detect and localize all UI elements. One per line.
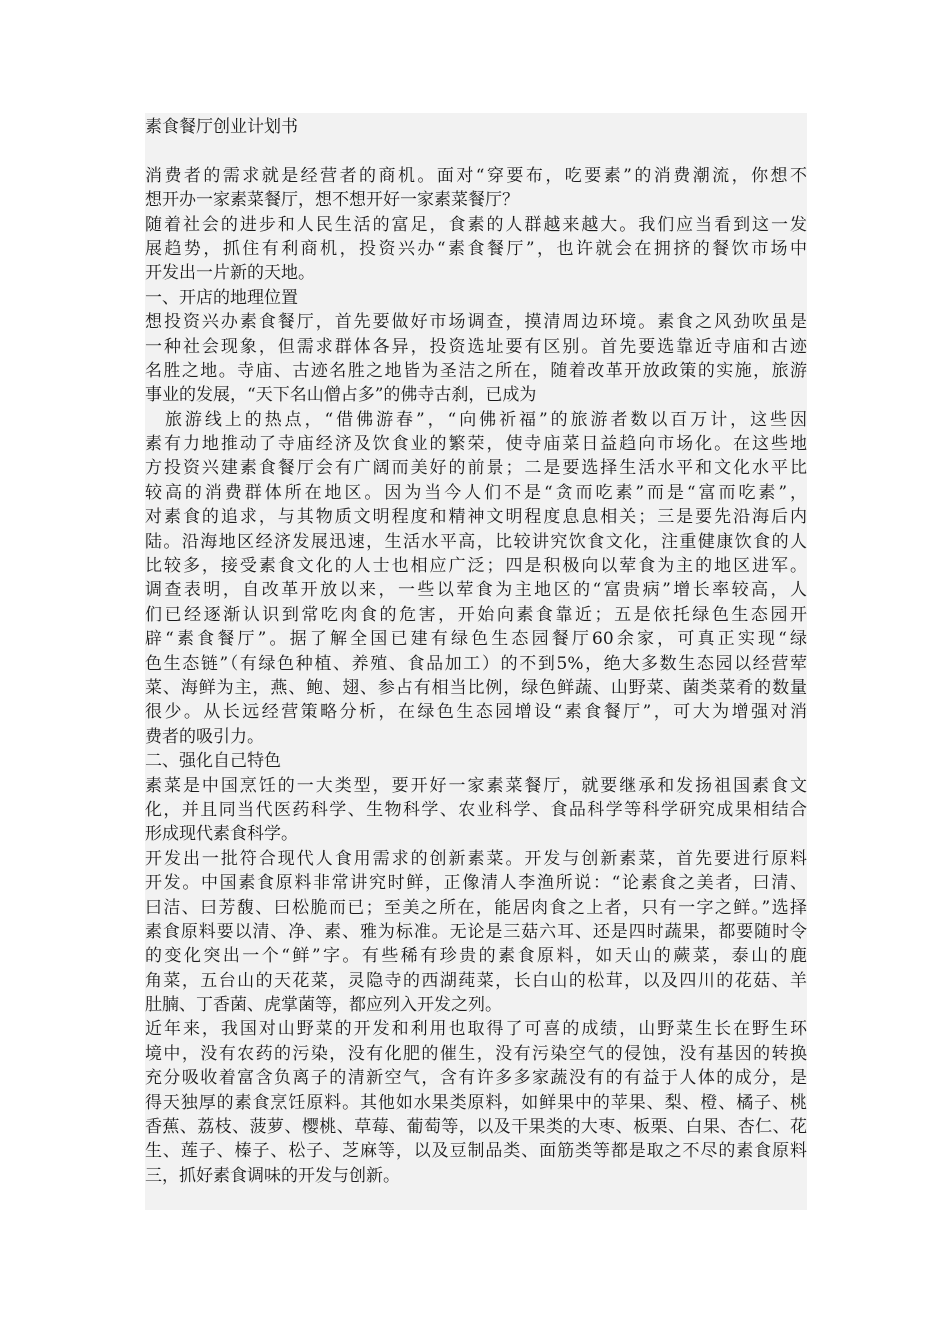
- text-line: 菜、海鲜为主，燕、鲍、翅、参占有相当比例，绿色鲜蔬、山野菜、菌类菜肴的数量: [145, 677, 807, 698]
- text-line: 开发出一片新的天地。: [145, 263, 315, 284]
- text-line: 旅游线上的热点，“借佛游春”，“向佛祈福”的旅游者数以百万计，这些因: [145, 409, 807, 430]
- text-line: 生、莲子、榛子、松子、芝麻等，以及豆制品类、面筋类等都是取之不尽的素食原料: [145, 1141, 807, 1162]
- text-line: 较高的消费群体所在地区。因为当今人们不是“贪而吃素”而是“富而吃素”，: [145, 482, 807, 503]
- text-line: 素有力地推动了寺庙经济及饮食业的繁荣，使寺庙菜日益趋向市场化。在这些地: [145, 434, 807, 455]
- text-line: 调查表明，自改革开放以来，一些以荤食为主地区的“富贵病”增长率较高，人: [145, 580, 807, 601]
- text-line: 素菜是中国烹饪的一大类型，要开好一家素菜餐厅，就要继承和发扬祖国素食文: [145, 775, 807, 796]
- text-line: 开发出一批符合现代人食用需求的创新素菜。开发与创新素菜，首先要进行原料: [145, 848, 807, 869]
- text-line: 想开办一家素菜餐厅，想不想开好一家素菜餐厅？: [145, 190, 519, 211]
- text-line: 名胜之地。寺庙、古迹名胜之地皆为圣洁之所在，随着改革开放政策的实施，旅游: [145, 360, 807, 381]
- text-line: 开发。中国素食原料非常讲究时鲜，正像清人李渔所说：“论素食之美者，曰清、: [145, 873, 807, 894]
- text-line: 费者的吸引力。: [145, 726, 264, 747]
- text-line: 一、开店的地理位置: [145, 287, 298, 308]
- text-line: 方投资兴建素食餐厅会有广阔而美好的前景；二是要选择生活水平和文化水平比: [145, 458, 807, 479]
- text-line: 对素食的追求，与其物质文明程度和精神文明程度息息相关；三是要先沿海后内: [145, 507, 807, 528]
- text-line: 素食原料要以清、净、素、雅为标准。无论是三菇六耳、还是四时蔬果，都要随时令: [145, 921, 807, 942]
- text-line: 角菜，五台山的天花菜，灵隐寺的西湖莼菜，长白山的松茸，以及四川的花菇、羊: [145, 970, 807, 991]
- text-line: [145, 139, 807, 163]
- document-body: [145, 113, 807, 1210]
- text-line: 的变化突出一个“鲜”字。有些稀有珍贵的素食原料，如天山的蕨菜，泰山的鹿: [145, 946, 807, 967]
- text-line: 想投资兴办素食餐厅，首先要做好市场调查，摸清周边环境。素食之风劲吹虽是: [145, 312, 807, 333]
- text-line: 陆。沿海地区经济发展迅速，生活水平高，比较讲究饮食文化，注重健康饮食的人: [145, 531, 807, 552]
- document-title: 素食餐厅创业计划书: [145, 117, 298, 137]
- text-line: 辟“素食餐厅”。据了解全国已建有绿色生态园餐厅60余家，可真正实现“绿: [145, 629, 807, 650]
- text-line: 充分吸收着富含负离子的清新空气，含有许多多家蔬没有的有益于人体的成分，是: [145, 1068, 807, 1089]
- text-line: 得天独厚的素食烹饪原料。其他如水果类原料，如鲜果中的苹果、梨、橙、橘子、桃: [145, 1092, 807, 1113]
- text-line: 随着社会的进步和人民生活的富足，食素的人群越来越大。我们应当看到这一发: [145, 214, 807, 235]
- text-line: 比较多，接受素食文化的人士也相应广泛；四是积极向以荤食为主的地区进军。: [145, 556, 807, 577]
- text-line: 们已经逐渐认识到常吃肉食的危害，开始向素食靠近；五是依托绿色生态园开: [145, 604, 807, 625]
- text-line: 肚腩、丁香菌、虎掌菌等，都应列入开发之列。: [145, 995, 502, 1016]
- text-line: 很少。从长远经营策略分析，在绿色生态园增设“素食餐厅”，可大为增强对消: [145, 702, 807, 723]
- text-line: 化，并且同当代医药科学、生物科学、农业科学、食品科学等科学研究成果相结合: [145, 799, 807, 820]
- text-line: 香蕉、荔枝、菠萝、樱桃、草莓、葡萄等，以及干果类的大枣、板栗、白果、杏仁、花: [145, 1117, 807, 1138]
- text-line: 近年来，我国对山野菜的开发和利用也取得了可喜的成绩，山野菜生长在野生环: [145, 1019, 807, 1040]
- text-line: 境中，没有农药的污染，没有化肥的催生，没有污染空气的侵蚀，没有基因的转换: [145, 1043, 807, 1064]
- text-line: 三，抓好素食调味的开发与创新。: [145, 1165, 400, 1186]
- text-line: 一种社会现象，但需求群体各异，投资选址要有区别。首先要选靠近寺庙和古迹: [145, 336, 807, 357]
- text-line: 消费者的需求就是经营者的商机。面对“穿要布，吃要素”的消费潮流，你想不: [145, 165, 807, 186]
- text-line: 展趋势，抓住有利商机，投资兴办“素食餐厅”，也许就会在拥挤的餐饮市场中: [145, 238, 807, 259]
- text-line: 形成现代素食科学。: [145, 824, 298, 845]
- text-line: 事业的发展，“天下名山僧占多”的佛寺古刹，已成为: [145, 385, 537, 406]
- text-line: 色生态链”（有绿色种植、养殖、食品加工）的不到5%，绝大多数生态园以经营荤: [145, 653, 807, 674]
- text-line: 曰洁、曰芳馥、曰松脆而已；至美之所在，能居肉食之上者，只有一字之鲜。”选择: [145, 897, 807, 918]
- text-line: 二、强化自己特色: [145, 751, 281, 772]
